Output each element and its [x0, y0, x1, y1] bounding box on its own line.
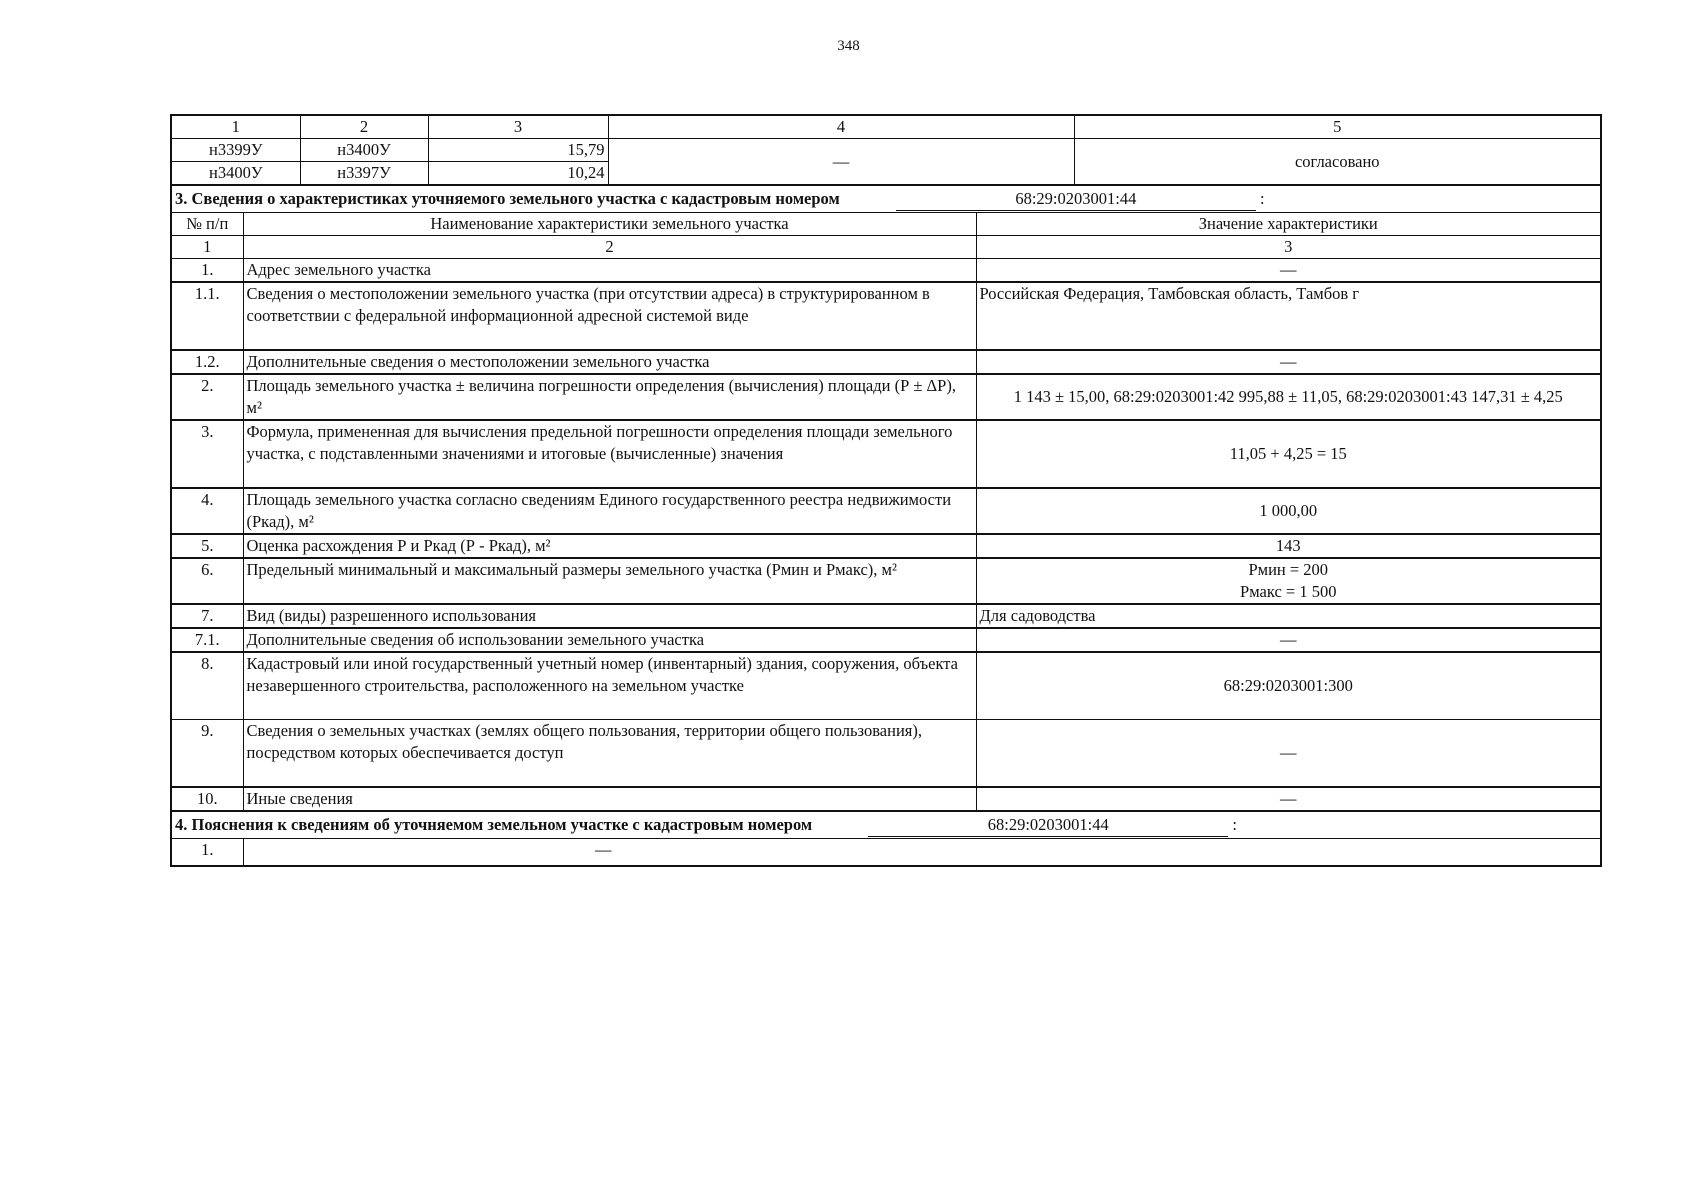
row-value: —: [976, 787, 1601, 811]
row-number: 5.: [171, 534, 243, 558]
top-table-row: [171, 139, 1601, 162]
explanation-row: [171, 839, 1601, 867]
characteristic-row: [171, 720, 1601, 788]
cadastral-table: [170, 114, 1602, 867]
row-number: 7.: [171, 604, 243, 628]
row-number: 8.: [171, 652, 243, 720]
point-from: н3399У: [171, 139, 300, 162]
row-name: Площадь земельного участка ± величина погрешности определения (вычисления) площади (Р ± ΔР), м²: [243, 374, 976, 420]
section3-colnum-row: [171, 236, 1601, 259]
section4-suffix: :: [1232, 814, 1237, 834]
section3-header-row: [171, 213, 1601, 236]
row-name: Вид (виды) разрешенного использования: [243, 604, 976, 628]
characteristic-row: [171, 534, 1601, 558]
point-to: н3400У: [300, 139, 428, 162]
row-name: Сведения о земельных участках (землях общего пользования, территории общего пользования), посредством которых обеспечивается доступ: [243, 720, 976, 788]
characteristic-row: [171, 350, 1601, 374]
characteristic-row: [171, 604, 1601, 628]
row-name: Сведения о местоположении земельного участка (при отсутствии адреса) в структурированном в соответствии с федеральной информационной адресной системой виде: [243, 282, 976, 350]
characteristic-row: [171, 374, 1601, 420]
row-number: 1.: [171, 259, 243, 283]
characteristic-row: [171, 652, 1601, 720]
characteristic-row: [171, 282, 1601, 350]
section3-title-row: [171, 185, 1601, 213]
row-value: —: [976, 350, 1601, 374]
characteristic-row: [171, 420, 1601, 488]
row-value: 68:29:0203001:300: [976, 652, 1601, 720]
top-col-4-value: —: [608, 139, 1074, 186]
row-value: 143: [976, 534, 1601, 558]
row-name: Иные сведения: [243, 787, 976, 811]
section4-title-cell: [171, 811, 1601, 839]
row-value-min: Рмин = 200: [1248, 560, 1329, 579]
section3-title: 3. Сведения о характеристиках уточняемого земельного участка с кадастровым номером: [175, 188, 840, 208]
row-name: Дополнительные сведения об использовании земельного участка: [243, 628, 976, 652]
characteristic-row: [171, 259, 1601, 283]
header-value: Значение характеристики: [976, 213, 1601, 236]
section3-suffix: :: [1259, 188, 1265, 208]
point-from: н3400У: [171, 162, 300, 186]
row-value: 1 000,00: [976, 488, 1601, 534]
row-name: Адрес земельного участка: [243, 259, 976, 283]
colnum-3: 3: [976, 236, 1601, 259]
row-value-max: Рмакс = 1 500: [1240, 582, 1337, 601]
row-name: Площадь земельного участка согласно сведениям Единого государственного реестра недвижимости (Ркад), м²: [243, 488, 976, 534]
section4-title-row: [171, 811, 1601, 839]
top-col-1-header: 1: [171, 115, 300, 139]
page-number: 348: [837, 38, 860, 54]
segment-length: 15,79: [428, 139, 608, 162]
top-col-4-header: 4: [608, 115, 1074, 139]
row-number: 1.1.: [171, 282, 243, 350]
section4-cadastral-number: 68:29:0203001:44: [868, 814, 1228, 837]
section3-cadastral-number: 68:29:0203001:44: [896, 188, 1256, 211]
header-num: № п/п: [171, 213, 243, 236]
row-value: 11,05 + 4,25 = 15: [976, 420, 1601, 488]
row-name: Формула, примененная для вычисления предельной погрешности определения площади земельного участка, с подставленными значениями и итоговые (вычисленные) значения: [243, 420, 976, 488]
row-name: Предельный минимальный и максимальный размеры земельного участка (Рмин и Рмакс), м²: [243, 558, 976, 604]
point-to: н3397У: [300, 162, 428, 186]
characteristic-row: [171, 488, 1601, 534]
top-col-3-header: 3: [428, 115, 608, 139]
row-value: 1 143 ± 15,00, 68:29:0203001:42 995,88 ± 11,05, 68:29:0203001:43 147,31 ± 4,25: [976, 374, 1601, 420]
row-name: Оценка расхождения Р и Ркад (Р - Ркад), м²: [243, 534, 976, 558]
top-col-5-value: согласовано: [1074, 139, 1601, 186]
explanation-value: —: [243, 839, 1601, 867]
row-number: 1.2.: [171, 350, 243, 374]
segment-length: 10,24: [428, 162, 608, 186]
top-col-2-header: 2: [300, 115, 428, 139]
row-name: Кадастровый или иной государственный учетный номер (инвентарный) здания, сооружения, объекта незавершенного строительства, расположенного на земельном участке: [243, 652, 976, 720]
section4-title: 4. Пояснения к сведениям об уточняемом земельном участке с кадастровым номером: [175, 814, 813, 834]
row-value: —: [976, 259, 1601, 283]
row-value: Для садоводства: [976, 604, 1601, 628]
header-name: Наименование характеристики земельного участка: [243, 213, 976, 236]
row-value: [976, 558, 1601, 604]
row-value: —: [976, 720, 1601, 788]
row-number: 7.1.: [171, 628, 243, 652]
row-number: 9.: [171, 720, 243, 788]
row-name: Дополнительные сведения о местоположении земельного участка: [243, 350, 976, 374]
row-number: 3.: [171, 420, 243, 488]
characteristic-row: [171, 628, 1601, 652]
row-number: 2.: [171, 374, 243, 420]
row-number: 10.: [171, 787, 243, 811]
colnum-2: 2: [243, 236, 976, 259]
row-value: —: [976, 628, 1601, 652]
row-number: 6.: [171, 558, 243, 604]
explanation-number: 1.: [171, 839, 243, 867]
section3-title-cell: [171, 185, 1601, 213]
top-table-header-row: [171, 115, 1601, 139]
top-col-5-header: 5: [1074, 115, 1601, 139]
row-value: Российская Федерация, Тамбовская область, Тамбов г: [976, 282, 1601, 350]
row-number: 4.: [171, 488, 243, 534]
characteristic-row: [171, 787, 1601, 811]
colnum-1: 1: [171, 236, 243, 259]
characteristic-row: [171, 558, 1601, 604]
